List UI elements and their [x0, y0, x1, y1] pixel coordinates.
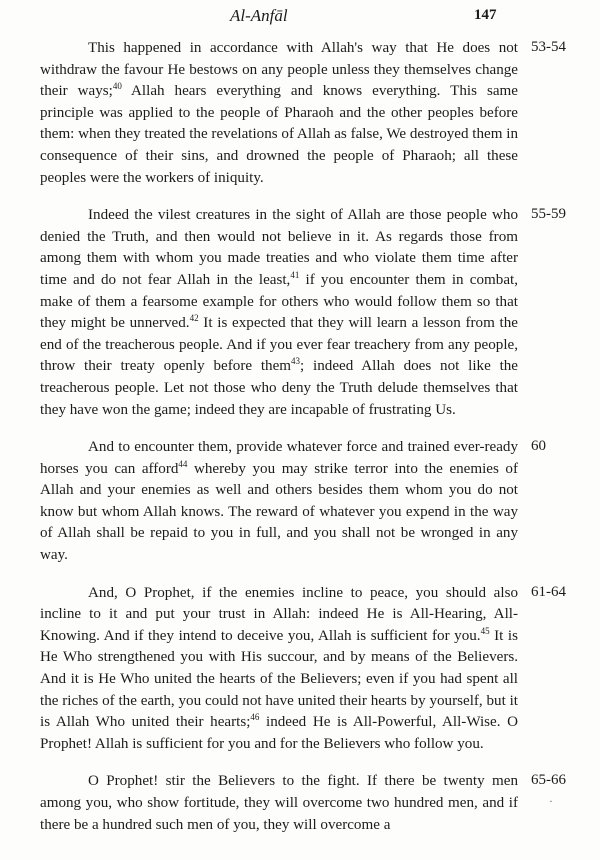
chapter-title: Al-Anfāl	[230, 6, 288, 25]
verse-reference: 61-64	[531, 583, 566, 600]
section-verses-55-59	[40, 205, 600, 421]
footnote-marker[interactable]: 44	[178, 458, 188, 469]
page-header	[0, 4, 600, 28]
footnote-marker[interactable]: 46	[250, 712, 260, 723]
footnote-marker[interactable]: 42	[189, 313, 199, 324]
footnote-marker[interactable]: 43	[291, 356, 301, 367]
section-verses-53-54	[40, 38, 600, 189]
verse-reference: 53-54	[531, 39, 566, 55]
paragraph: And, O Prophet, if the enemies incline to peace, you should also incline to it and put your trust in Allah: indeed He is All-Hearing, All-Knowing. And if they intend to deceive you, Allah is sufficient for you.$^{45}$ It is He Who strengthened you with His succour, and by means of the Believers. And it is He Who united the hearts of the Believers; even if you had spent all the riches of the earth, you could not have united their hearts by yourself, but it is Allah Who united their hearts;$^{46}$ indeed He is All-Powerful, All-Wise. O Prophet! Allah is sufficient for you and for the Believers who follow you.	[40, 584, 518, 752]
verse-reference: 55-59	[531, 206, 566, 223]
footnote-marker[interactable]: 40	[112, 81, 122, 92]
paragraph: This happened in accordance with Allah's way that He does not withdraw the favour He bestows on any people unless they themselves change their ways;$^{40}$ Allah hears everything and knows everything. This same principle was applied to the people of Pharaoh and the other peoples before them: when they treated the revelations of Allah as false, We destroyed them in consequence of their sins, and drowned the people of Pharaoh; all these peoples were the workers of iniquity.	[40, 40, 519, 186]
footnote-marker[interactable]: 41	[290, 269, 300, 280]
page-number: 147	[474, 7, 497, 23]
section-verses-65-66	[40, 771, 600, 836]
section-verse-60	[40, 437, 600, 567]
paragraph: And to encounter them, provide whatever force and trained ever-ready horses you can afford$^{44}$ whereby you may strike terror into the enemies of Allah and your enemies as well and others besides them whom you do not know but whom Allah knows. The reward of whatever you expend in the way of Allah shall be repaid to you in full, and you shall not be wronged in any way.	[40, 439, 518, 564]
verse-reference: 60	[531, 438, 546, 455]
footnote-marker[interactable]: 45	[480, 625, 490, 636]
scan-speck: ·	[549, 794, 553, 808]
verse-reference: 65-66	[531, 772, 566, 789]
page-body	[40, 38, 600, 852]
paragraph: Indeed the vilest creatures in the sight of Allah are those people who denied the Truth, and then would not believe in it. As regards those from among them with whom you made treaties and who violate them time after time and do not fear Allah in the least,$^{41}$ if you encounter them in combat, make of them a fearsome example for others who would follow them so that they might be unnerved.$^{42}$ It is expected that they will learn a lesson from the end of the treacherous people. And if you ever fear treachery from any people, throw their treaty openly before them$^{43}$; indeed Allah does not like the treacherous people. Let not those who deny the Truth delude themselves that they have won the game; indeed they are incapable of frustrating Us.	[40, 207, 519, 418]
section-verses-61-64	[40, 583, 600, 756]
paragraph: O Prophet! stir the Believers to the fight. If there be twenty men among you, who show fortitude, they will overcome two hundred men, and if there be a hundred such men of you, they will overcome a	[40, 773, 518, 833]
